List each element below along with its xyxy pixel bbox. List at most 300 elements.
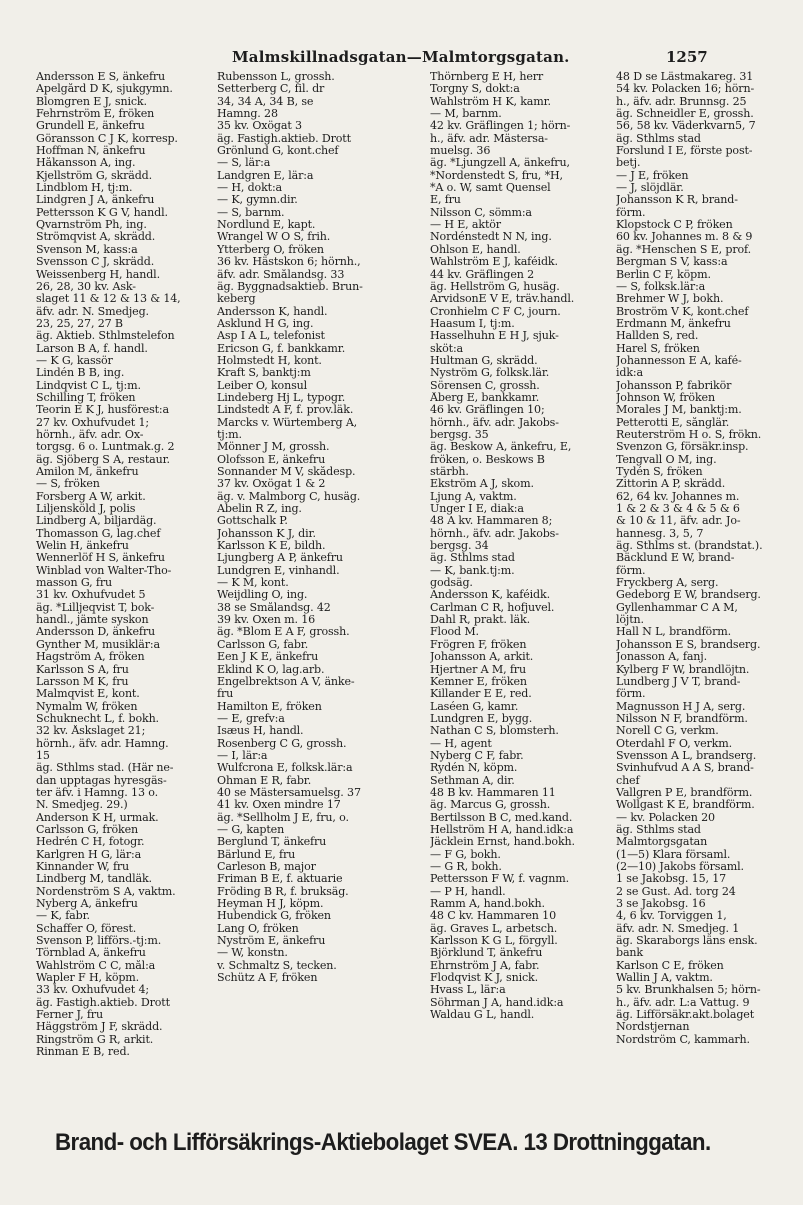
directory-entry: & 10 & 11, äfv. adr. Jo- [616, 515, 741, 528]
directory-entry: Andersson E S, änkefru [36, 71, 166, 83]
directory-entry: Blomgren E J, snick. [36, 95, 147, 108]
directory-entry: Marcks v. Würtemberg A, [217, 416, 358, 429]
directory-entry: Törnblad A, änkefru [36, 947, 146, 960]
directory-entry: slaget 11 & 12 & 13 & 14, [36, 293, 181, 306]
directory-entry: *A o. W, samt Quensel [430, 182, 551, 195]
directory-entry: Wahlström H K, kamr. [430, 95, 551, 108]
directory-entry: sköt:a [430, 342, 464, 355]
directory-entry: Wrangel W O S, frih. [217, 231, 331, 244]
directory-entry: Karlsson K G L, förgyll. [430, 935, 558, 948]
directory-entry: Wulfcrona E, folksk.lär:a [217, 762, 353, 775]
directory-entry: Teorin E K J, husförest:a [36, 404, 169, 417]
directory-entry: — J E, fröken [616, 169, 689, 182]
directory-entry: hörnh., äfv. adr. Hamng. [36, 737, 169, 750]
directory-entry: Lindqvist C L, tj:m. [36, 379, 141, 392]
directory-entry: Isæus H, handl. [217, 725, 304, 738]
directory-entry: h., äfv. adr. Mästersa- [430, 132, 548, 145]
directory-entry: stärbh. [430, 466, 469, 478]
directory-entry: — kv. Polacken 20 [616, 811, 715, 824]
directory-entry: Berglund T, änkefru [217, 836, 327, 849]
directory-entry: ArvidsonE V E, träv.handl. [430, 293, 575, 306]
directory-entry: Kjellström G, skrädd. [36, 169, 152, 182]
directory-entry: äg. Graves L, arbetsch. [430, 922, 558, 935]
page-title: Malmskillnadsgatan—Malmtorgsgatan. [232, 48, 570, 66]
directory-entry: *Nordenstedt S, fru, *H, [430, 169, 563, 182]
directory-entry: dan upptagas hyresgäs- [36, 774, 167, 787]
directory-entry: bank [616, 947, 643, 960]
directory-entry: Karlgren H G, lär:a [36, 848, 142, 861]
directory-entry: Håkansson A, ing. [36, 157, 136, 170]
directory-entry: Weissenberg H, handl. [36, 268, 160, 281]
directory-entry: äg. Hellström G, husäg. [430, 280, 560, 293]
directory-entry: — H, agent [430, 737, 492, 750]
directory-entry: Lundgren E, bygg. [430, 712, 533, 725]
directory-entry: äfv. adr. Smålandsg. 33 [217, 268, 345, 281]
directory-entry: äg. Sthlms stad. (Här ne- [36, 762, 174, 775]
directory-entry: löjtn. [616, 614, 644, 627]
directory-entry: Bergman S V, kass:a [616, 256, 728, 269]
directory-entry: 42 kv. Gräflingen 1; hörn- [430, 120, 571, 133]
directory-entry: Bärlund E, fru [217, 848, 296, 861]
directory-entry: — E, grefv:a [217, 712, 285, 725]
directory-entry: Friman B E, f. aktuarie [217, 873, 343, 886]
directory-entry: Laséen G, kamr. [430, 700, 519, 713]
directory-entry: Asp I A L, telefonist [217, 330, 325, 343]
directory-entry: Johansson P, fabrikör [616, 379, 732, 392]
directory-entry: Nordstjernan [616, 1021, 690, 1034]
column-1 [36, 71, 212, 1059]
directory-entry: Weijdling O, ing. [217, 589, 308, 602]
directory-entry: Nordénstedt N N, ing. [430, 231, 552, 244]
directory-entry: E, fru [430, 194, 461, 207]
directory-entry: Johansson E S, brandserg. [616, 638, 761, 651]
directory-entry: Flood M. [430, 626, 479, 639]
directory-entry: Strömqvist A, skrädd. [36, 231, 156, 244]
directory-entry: Karlsson K E, bildh. [217, 540, 326, 553]
directory-entry: 3 se Jakobsg. 16 [616, 898, 706, 911]
directory-entry: — W, konstn. [217, 947, 288, 960]
directory-entry: Landgren E, lär:a [217, 169, 314, 182]
directory-entry: Qvarnström Ph, ing. [36, 219, 147, 232]
directory-entry: 5 kv. Brunkhalsen 5; hörn- [616, 984, 761, 997]
directory-entry: 54 kv. Polacken 16; hörn- [616, 83, 755, 96]
directory-entry: Häggström J F, skrädd. [36, 1021, 163, 1034]
directory-entry: förm. [616, 206, 646, 219]
directory-entry: 60 kv. Johannes m. 8 & 9 [616, 231, 753, 244]
directory-entry: Jäcklein Ernst, hand.bokh. [430, 836, 575, 849]
directory-entry: — M, barnm. [430, 108, 502, 121]
directory-entry: Ehrnström J A, fabr. [430, 959, 540, 972]
directory-entry: Johansson K J, dir. [217, 527, 316, 540]
directory-entry: Welin H, änkefru [36, 540, 129, 553]
directory-entry: Malmqvist E, kont. [36, 688, 140, 701]
directory-entry: Een J K E, änkefru [217, 651, 319, 664]
directory-entry: 4, 6 kv. Torviggen 1, [616, 910, 727, 923]
directory-entry: äfv. adr. N. Smedjeg. [36, 305, 149, 318]
directory-entry: (1—5) Klara församl. [616, 848, 731, 861]
directory-entry: Söhrman J A, hand.idk:a [430, 996, 564, 1009]
directory-entry: idk:a [616, 367, 643, 380]
advertisement-banner: Brand- och Lifförsäkrings-Aktiebolaget SVEA. 13 Drottninggatan. [55, 1129, 711, 1156]
directory-entry: Karlsson S A, fru [36, 663, 129, 676]
directory-entry: Lindeberg Hj L, typogr. [217, 391, 346, 404]
directory-entry: Nordström C, kammarh. [616, 1033, 750, 1046]
directory-entry: Gyllenhammar C A M, [616, 601, 738, 614]
directory-entry: Tengvall O M, ing. [616, 453, 717, 466]
directory-entry: Unger I E, diak:a [430, 503, 524, 516]
directory-entry: äg. Byggnadsaktieb. Brun- [217, 280, 363, 293]
directory-entry: Nyström G, folksk.lär. [430, 367, 550, 380]
directory-entry: Johnson W, fröken [616, 391, 715, 404]
directory-entry: — K M, kont. [217, 577, 289, 590]
directory-entry: 48 D se Lästmakareg. 31 [616, 71, 754, 83]
directory-entry: Reuterström H o. S, frökn. [616, 428, 762, 441]
directory-entry: Carlsson G, fabr. [217, 638, 309, 651]
directory-entry: Wahlström C C, mål:a [36, 959, 156, 972]
directory-entry: 23, 25, 27, 27 B [36, 317, 123, 330]
directory-entry: Nilsson N F, brandförm. [616, 712, 748, 725]
directory-entry: äg. Fastigh.aktieb. Drott [36, 996, 170, 1009]
directory-entry: — G, kapten [217, 823, 285, 836]
directory-entry: Gedeborg E W, brandserg. [616, 589, 761, 602]
directory-entry: 34, 34 A, 34 B, se [217, 95, 314, 108]
directory-entry: 27 kv. Oxhufvudet 1; [36, 416, 149, 429]
directory-entry: Ljungberg A P, änkefru [217, 552, 343, 565]
directory-entry: Forslund I E, förste post- [616, 145, 753, 158]
directory-entry: 44 kv. Gräflingen 2 [430, 268, 535, 281]
directory-entry: 1 & 2 & 3 & 4 & 5 & 6 [616, 503, 740, 516]
directory-entry: äg. Skaraborgs läns ensk. [616, 935, 758, 948]
directory-entry: 31 kv. Oxhufvudet 5 [36, 589, 146, 602]
directory-entry: Lindberg A, biljardäg. [36, 515, 157, 528]
directory-entry: Hellström H A, hand.idk:a [430, 823, 574, 836]
directory-entry: hörnh., äfv. adr. Jakobs- [430, 527, 559, 540]
directory-entry: Bäcklund E W, brand- [616, 552, 735, 565]
directory-entry: bergsg. 35 [430, 428, 489, 441]
directory-entry: fröken, o. Beskows B [430, 453, 545, 466]
directory-entry: Engelbrektson A V, änke- [217, 675, 355, 688]
directory-entry: Oterdahl F O, verkm. [616, 737, 732, 750]
directory-entry: Gottschalk P. [217, 515, 288, 528]
directory-entry: Wollgast K E, brandförm. [616, 799, 755, 812]
directory-entry: Larson B A, f. handl. [36, 342, 148, 355]
directory-entry: Broström V K, kont.chef [616, 305, 749, 318]
directory-entry: Göransson C J K, korresp. [36, 132, 178, 145]
directory-entry: Wapler F H, köpm. [36, 972, 140, 985]
directory-entry: fru [217, 688, 234, 701]
directory-entry: hörnh., äfv. adr. Jakobs- [430, 416, 559, 429]
directory-entry: 39 kv. Oxen m. 16 [217, 614, 316, 627]
directory-entry: äg. Sthlms stad [430, 552, 515, 565]
directory-entry: 41 kv. Oxen mindre 17 [217, 799, 341, 812]
directory-entry: — K G, kassör [36, 354, 113, 367]
directory-entry: Bertilsson B C, med.kand. [430, 811, 573, 824]
directory-entry: Karlson C E, fröken [616, 959, 724, 972]
page-number: 1257 [666, 48, 708, 66]
directory-entry: Hoffman N, änkefru [36, 145, 146, 158]
directory-entry: äg. v. Malmborg C, husäg. [217, 490, 361, 503]
directory-entry: Olofsson E, änkefru [217, 453, 326, 466]
directory-entry: Hjertner A M, fru [430, 663, 526, 676]
directory-entry: — K, fabr. [36, 910, 90, 923]
directory-entry: 37 kv. Oxögat 1 & 2 [217, 478, 326, 491]
directory-entry: Lang O, fröken [217, 922, 299, 935]
column-4 [616, 71, 786, 1046]
directory-entry: Eklind K O, lag.arb. [217, 663, 325, 676]
directory-entry: h., äfv. adr. L:a Vattug. 9 [616, 996, 750, 1009]
directory-entry: Hallden S, red. [616, 330, 699, 343]
directory-entry: Waldau G L, handl. [430, 1009, 535, 1022]
directory-entry: Ringström G R, arkit. [36, 1033, 154, 1046]
directory-entry: 62, 64 kv. Johannes m. [616, 490, 740, 503]
directory-entry: Magnusson H J A, serg. [616, 700, 746, 713]
directory-entry: Hagström A, fröken [36, 651, 145, 664]
column-3 [430, 71, 616, 1021]
directory-entry: Ferner J, fru [36, 1009, 103, 1022]
directory-entry: Pettersson F W, f. vagnm. [430, 873, 569, 886]
directory-entry: Liljensköld J, polis [36, 503, 136, 516]
directory-entry: äg. Sthlms stad [616, 132, 701, 145]
directory-entry: Nyström E, änkefru [217, 935, 326, 948]
directory-entry: Asklund H G, ing. [217, 317, 314, 330]
directory-entry: Hubendick G, fröken [217, 910, 331, 923]
directory-entry: Brehmer W J, bokh. [616, 293, 724, 306]
directory-entry: Rubensson L, grossh. [217, 71, 335, 83]
directory-entry: Lindstedt A F, f. prov.läk. [217, 404, 354, 417]
directory-entry: Sonnander M V, skådesp. [217, 466, 356, 478]
directory-entry: äg. Sjöberg S A, restaur. [36, 453, 170, 466]
directory-entry: Rosenberg C G, grossh. [217, 737, 347, 750]
directory-entry: Torgny S, dokt:a [430, 83, 520, 96]
directory-entry: Hultman G, skrädd. [430, 354, 538, 367]
directory-entry: Dahl R, prakt. läk. [430, 614, 530, 627]
directory-entry: Larsson M K, fru [36, 675, 129, 688]
directory-entry: Wahlström E J, kaféidk. [430, 256, 558, 269]
directory-entry: Svenson M, kass:a [36, 243, 138, 256]
column-2 [217, 71, 429, 984]
directory-entry: Killander E E, red. [430, 688, 532, 701]
directory-entry: Thomasson G, lag.chef [36, 527, 161, 540]
directory-entry: Kylberg F W, brandlöjtn. [616, 663, 750, 676]
directory-entry: Petterotti E, sånglär. [616, 416, 730, 429]
directory-entry: Svensson A L, brandserg. [616, 749, 757, 762]
directory-entry: Grundell E, änkefru [36, 120, 145, 133]
directory-entry: Ljung A, vaktm. [430, 490, 517, 503]
directory-entry: Andersson K, handl. [217, 305, 328, 318]
directory-entry: Svenson P, lifförs.-tj:m. [36, 935, 162, 948]
directory-entry: Johansson A, arkit. [430, 651, 534, 664]
directory-entry: Haasum I, tj:m. [430, 317, 515, 330]
directory-entry: 40 se Mästersamuelsg. 37 [217, 786, 361, 799]
directory-entry: Vallgren P E, brandförm. [616, 786, 753, 799]
directory-entry: handl., jämte syskon [36, 614, 149, 627]
directory-entry: Carlman C R, hofjuvel. [430, 601, 555, 614]
directory-entry: Zittorin A P, skrädd. [616, 478, 726, 491]
directory-entry: hörnh., äfv. adr. Ox- [36, 428, 144, 441]
directory-entry: — P H, handl. [430, 885, 506, 898]
directory-entry: 48 A kv. Hammaren 8; [430, 515, 553, 528]
directory-entry: Öhman E R, fabr. [217, 774, 312, 787]
directory-entry: äg. Lifförsäkr.akt.bolaget [616, 1009, 755, 1022]
directory-entry: Nyberg A, änkefru [36, 898, 138, 911]
directory-entry: Setterberg C, fil. dr [217, 83, 325, 96]
directory-entry: — S, barnm. [217, 206, 285, 219]
directory-entry: Fryckberg A, serg. [616, 577, 719, 590]
directory-entry: Ramm A, hand.bokh. [430, 898, 545, 911]
directory-entry: — I, lär:a [217, 749, 268, 762]
directory-entry: 32 kv. Åskslaget 21; [36, 725, 146, 738]
directory-entry: Schilling T, fröken [36, 391, 136, 404]
directory-entry: Carleson B, major [217, 861, 316, 873]
directory-entry: Nymalm W, fröken [36, 700, 138, 713]
directory-entry: Mönner J M, grossh. [217, 441, 330, 454]
directory-entry: äg. Marcus G, grossh. [430, 799, 551, 812]
directory-entry: Schaffer O, förest. [36, 922, 137, 935]
directory-entry: Rydén N, köpm. [430, 762, 518, 775]
directory-entry: Wallin J A, vaktm. [616, 972, 713, 985]
directory-entry: Morales J M, banktj:m. [616, 404, 742, 417]
directory-entry: muelsg. 36 [430, 145, 491, 158]
directory-entry: Erdmann M, änkefru [616, 317, 731, 330]
directory-entry: — K, gymn.dir. [217, 194, 298, 207]
directory-entry: 26, 28, 30 kv. Ask- [36, 280, 136, 293]
directory-entry: Fröding B R, f. bruksäg. [217, 885, 349, 898]
directory-entry: keberg [217, 293, 256, 306]
directory-entry: Abelin R Z, ing. [217, 503, 302, 516]
directory-entry: 38 se Smålandsg. 42 [217, 601, 331, 614]
directory-entry: Lindblom H, tj:m. [36, 182, 133, 195]
directory-entry: Andersson K, kaféidk. [430, 589, 550, 602]
directory-entry: Andersson D, änkefru [36, 626, 156, 639]
directory-entry: Sörensen C, grossh. [430, 379, 540, 392]
directory-entry: 36 kv. Hästskon 6; hörnh., [217, 256, 361, 269]
directory-entry: — S, folksk.lär:a [616, 280, 706, 293]
directory-entry: Hedrén C H, fotogr. [36, 836, 145, 849]
directory-entry: Kraft S, banktj:m [217, 367, 311, 380]
directory-entry: äg. Aktieb. Sthlmstelefon [36, 330, 175, 343]
directory-entry: Apelgård D K, sjukgymn. [36, 83, 173, 96]
directory-entry: v. Schmaltz S, tecken. [217, 959, 337, 972]
directory-entry: hannesg. 3, 5, 7 [616, 527, 704, 540]
directory-entry: 48 C kv. Hammaren 10 [430, 910, 556, 923]
directory-entry: Hamilton E, fröken [217, 700, 322, 713]
directory-entry: Fehrnström E, fröken [36, 108, 155, 121]
directory-entry: Forsberg A W, arkit. [36, 490, 146, 503]
directory-entry: Rinman E B, red. [36, 1046, 130, 1059]
directory-entry: Tydén S, fröken [616, 466, 703, 478]
directory-entry: Svinhufvud A A S, brand- [616, 762, 754, 775]
directory-entry: Johannesson E A, kafé- [616, 354, 742, 367]
directory-entry: Nyberg C F, fabr. [430, 749, 524, 762]
directory-entry: 46 kv. Gräflingen 10; [430, 404, 545, 417]
directory-entry: Nordenström S A, vaktm. [36, 885, 176, 898]
directory-entry: Amilon M, änkefru [36, 466, 139, 478]
directory-entry: Kinnander W, fru [36, 861, 130, 873]
directory-entry: Lindén B B, ing. [36, 367, 125, 380]
directory-entry: tj:m. [217, 428, 242, 441]
directory-entry: Lindberg M, tandläk. [36, 873, 152, 886]
directory-entry: bergsg. 34 [430, 540, 489, 553]
directory-entry: Kemner E, fröken [430, 675, 527, 688]
directory-entry: (2—10) Jakobs församl. [616, 861, 744, 873]
page-header [232, 48, 732, 68]
directory-entry: Hamng. 28 [217, 108, 278, 121]
directory-entry: äg. Beskow A, änkefru, E, [430, 441, 572, 454]
directory-entry: torgsg. 6 o. Luntmak.g. 2 [36, 441, 175, 454]
directory-entry: Lundberg J V T, brand- [616, 675, 741, 688]
directory-entry: äfv. adr. N. Smedjeg. 1 [616, 922, 740, 935]
directory-entry: Lundgren E, vinhandl. [217, 564, 340, 577]
directory-entry: 35 kv. Oxögat 3 [217, 120, 302, 133]
directory-entry: äg. Schneidler E, grossh. [616, 108, 754, 121]
directory-entry: h., äfv. adr. Brunnsg. 25 [616, 95, 747, 108]
directory-entry: äg. *Henschen S E, prof. [616, 243, 751, 256]
directory-entry: Gynther M, musiklär:a [36, 638, 160, 651]
directory-entry: Norell C G, verkm. [616, 725, 719, 738]
directory-entry: Wennerlöf H S, änkefru [36, 552, 165, 565]
directory-entry: Holmstedt H, kont. [217, 354, 322, 367]
directory-entry: — H E, aktör [430, 219, 501, 232]
directory-entry: masson G, fru [36, 577, 112, 590]
directory-entry: Åberg E, bankkamr. [430, 391, 540, 404]
directory-entry: Hall N L, brandförm. [616, 626, 731, 639]
directory-entry: — K, bank.tj:m. [430, 564, 515, 577]
directory-entry: 33 kv. Oxhufvudet 4; [36, 984, 149, 997]
directory-entry: ter äfv. i Hamng. 13 o. [36, 786, 158, 799]
directory-entry: N. Smedjeg. 29.) [36, 799, 128, 812]
directory-entry: Carlsson G, fröken [36, 823, 139, 836]
directory-entry: Schuknecht L, f. bokh. [36, 712, 159, 725]
directory-entry: betj. [616, 157, 641, 170]
directory-entry: äg. *Ljungzell A, änkefru, [430, 157, 570, 170]
directory-entry: Svenzon G, försäkr.insp. [616, 441, 749, 454]
directory-entry: Cronhielm C F C, journ. [430, 305, 561, 318]
directory-entry: Pettersson K G V, handl. [36, 206, 168, 219]
directory-entry: Ohlson E, handl. [430, 243, 521, 256]
directory-entry: äg. *Sellholm J E, fru, o. [217, 811, 349, 824]
directory-entry: — H, dokt:a [217, 182, 283, 195]
directory-entry: Heyman H J, köpm. [217, 898, 324, 911]
directory-entry: 1 se Jakobsg. 15, 17 [616, 873, 727, 886]
directory-entry: förm. [616, 564, 646, 577]
directory-entry: Hvass L, lär:a [430, 984, 506, 997]
directory-entry: äg. Sthlms st. (brandstat.). [616, 540, 763, 553]
directory-entry: Schütz A F, fröken [217, 972, 318, 985]
directory-entry: — S, fröken [36, 478, 100, 491]
directory-entry: Anderson K H, urmak. [36, 811, 159, 824]
directory-entry: godsäg. [430, 577, 473, 590]
directory-entry: Hasselhuhn E H J, sjuk- [430, 330, 559, 343]
directory-entry: Ericson G, f. bankkamr. [217, 342, 346, 355]
directory-entry: Harel S, fröken [616, 342, 700, 355]
directory-entry: chef [616, 774, 640, 787]
directory-entry: — J, slöjdlär. [616, 182, 684, 195]
directory-entry: Lindgren J A, änkefru [36, 194, 155, 207]
directory-entry: Johansson K R, brand- [616, 194, 738, 207]
directory-entry: Klopstock C P, fröken [616, 219, 733, 232]
directory-entry: äg. Sthlms stad [616, 823, 701, 836]
directory-entry: Sethman A, dir. [430, 774, 515, 787]
directory-entry: Svensson C J, skrädd. [36, 256, 155, 269]
directory-entry: äg. *Blom E A F, grossh. [217, 626, 350, 639]
directory-entry: 2 se Gust. Ad. torg 24 [616, 885, 736, 898]
directory-entry: Ytterberg O, fröken [217, 243, 324, 256]
directory-entry: äg. *Lilljeqvist T, bok- [36, 601, 155, 614]
directory-entry: Nathan C S, blomsterh. [430, 725, 559, 738]
directory-entry: Malmtorgsgatan [616, 836, 708, 849]
directory-entry: Nilsson C, sömm:a [430, 206, 532, 219]
directory-entry: Nordlund E, kapt. [217, 219, 316, 232]
